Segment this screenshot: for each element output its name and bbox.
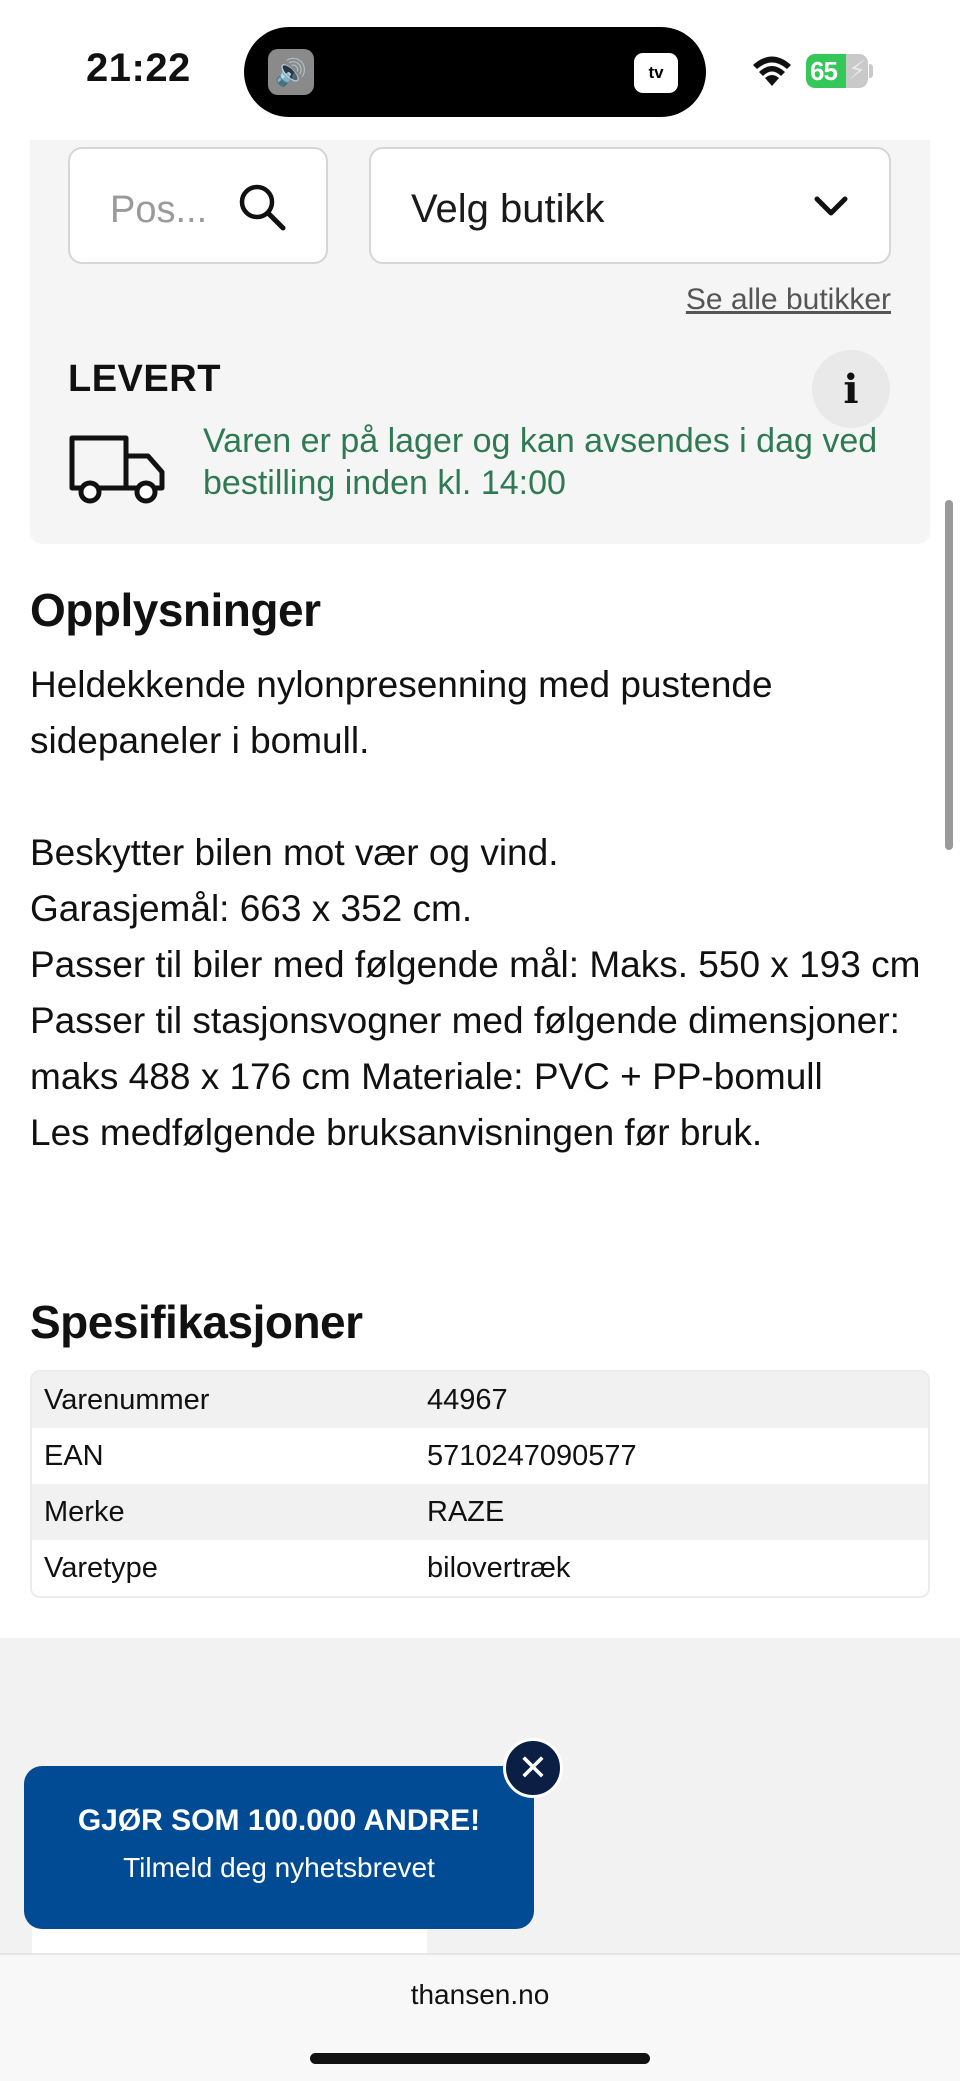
chevron-down-icon <box>811 189 851 223</box>
spec-key: Varetype <box>44 1551 158 1584</box>
battery-percent: 65 <box>810 56 837 86</box>
url-label[interactable]: thansen.no <box>410 1979 550 2010</box>
spec-value: bilovertræk <box>427 1551 571 1584</box>
store-select-label: Velg butikk <box>411 187 605 231</box>
table-row <box>32 1428 928 1484</box>
specifications-table <box>30 1370 930 1598</box>
clock: 21:22 <box>86 46 191 90</box>
speaker-icon: 🔊 <box>268 49 314 95</box>
battery-icon <box>806 54 868 88</box>
postcode-input[interactable] <box>68 147 328 264</box>
spec-value: RAZE <box>427 1495 505 1528</box>
close-icon[interactable]: ✕ <box>503 1738 563 1798</box>
description-intro: Heldekkende nylonpresenning med pustende sidepaneler i bomull. <box>30 664 773 761</box>
table-row <box>32 1372 928 1428</box>
stock-status-text: Varen er på lager og kan avsendes i dag ved bestilling inden kl. 14:00 <box>203 422 878 502</box>
store-select[interactable] <box>369 147 891 264</box>
delivery-heading: LEVERT <box>68 358 221 400</box>
newsletter-subtitle: Tilmeld deg nyhetsbrevet <box>123 1852 435 1883</box>
spec-key: Varenummer <box>44 1383 210 1416</box>
description-details: Beskytter bilen mot vær og vind. Garasjemål: 663 x 352 cm. Passer til biler med følgende mål: Maks. 550 x 193 cm Passer til stasjonsvogner med følgende dimensjoner: maks 488 x 176 cm Materiale: PVC + PP-bomull Les medfølgende bruksanvisningen før bruk. <box>30 832 921 1153</box>
wifi-icon <box>752 54 792 88</box>
status-bar <box>0 0 960 140</box>
see-all-stores-link[interactable]: Se alle butikker <box>685 283 891 316</box>
home-indicator[interactable] <box>310 2053 650 2064</box>
spec-value: 44967 <box>427 1383 508 1416</box>
scrollbar[interactable] <box>945 500 953 850</box>
browser-bottom-bar <box>0 1953 960 2081</box>
charging-bolt-icon: ⚡ <box>848 55 867 85</box>
battery-nub <box>869 64 873 78</box>
dynamic-island <box>244 27 706 117</box>
newsletter-popup[interactable] <box>24 1766 534 1929</box>
description-heading: Opplysninger <box>30 584 321 636</box>
store-availability-panel <box>30 140 930 544</box>
spec-key: EAN <box>44 1439 104 1472</box>
apple-tv-icon <box>634 53 678 93</box>
spec-key: Merke <box>44 1495 125 1528</box>
specifications-heading: Spesifikasjoner <box>30 1296 363 1348</box>
truck-icon <box>68 426 168 506</box>
apple-tv-label: tv <box>648 63 664 82</box>
table-row <box>32 1484 928 1540</box>
table-row <box>32 1540 928 1596</box>
search-icon[interactable] <box>236 181 288 233</box>
newsletter-title: GJØR SOM 100.000 ANDRE! <box>77 1804 481 1837</box>
postcode-placeholder: Pos... <box>110 189 208 231</box>
info-button[interactable] <box>812 350 890 428</box>
spec-value: 5710247090577 <box>427 1439 637 1472</box>
info-icon: i <box>843 365 859 413</box>
